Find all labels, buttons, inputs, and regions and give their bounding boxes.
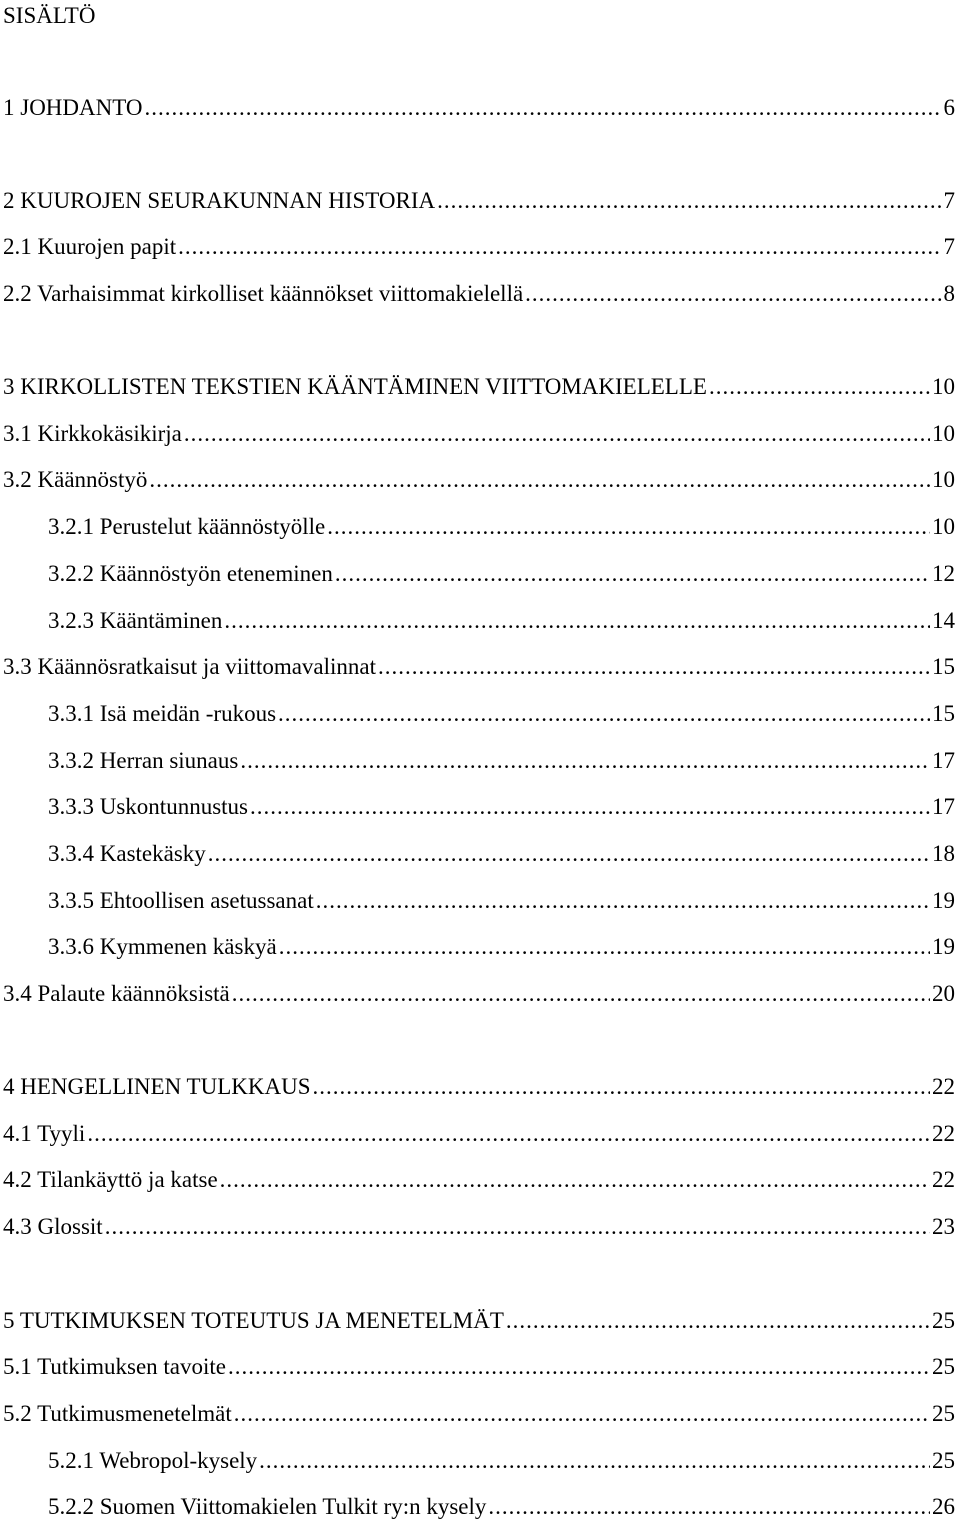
- toc-entry-page-number: 19: [932, 888, 955, 913]
- toc-dot-leader: [488, 1493, 930, 1521]
- toc-entry: [0, 933, 955, 961]
- toc-entry-label: 2 KUUROJEN SEURAKUNNAN HISTORIA: [3, 188, 436, 213]
- toc-entry: [0, 980, 955, 1008]
- toc-entry: [0, 607, 955, 635]
- toc-entry: [0, 840, 955, 868]
- toc-entry: [0, 887, 955, 915]
- toc-entry-label: 3.3.2 Herran siunaus: [48, 748, 239, 773]
- toc-entry-label: 3.4 Palaute käännöksistä: [3, 981, 230, 1006]
- toc-dot-leader: [378, 653, 930, 681]
- toc-entry-page-number: 8: [943, 281, 955, 306]
- toc-entry-label: 2.1 Kuurojen papit: [3, 234, 177, 259]
- toc-entry-page-number: 14: [932, 608, 955, 633]
- toc-dot-leader: [220, 1166, 930, 1194]
- toc-entry-label: 2.2 Varhaisimmat kirkolliset käännökset viittomakielellä: [3, 281, 524, 306]
- toc-entry: [0, 1493, 955, 1521]
- toc-entry-page-number: 18: [932, 841, 955, 866]
- toc-entry: [0, 94, 955, 122]
- toc-dot-leader: [105, 1213, 930, 1241]
- toc-dot-leader: [178, 233, 941, 261]
- toc-entry: [0, 1120, 955, 1148]
- toc-entry-label: 3.2 Käännöstyö: [3, 467, 148, 492]
- toc-entry: [0, 420, 955, 448]
- toc-entry-label: 3.3.1 Isä meidän -rukous: [48, 701, 277, 726]
- toc-entry: [0, 1073, 955, 1101]
- toc-entry: [0, 793, 955, 821]
- toc-entry-page-number: 23: [932, 1214, 955, 1239]
- toc-dot-leader: [506, 1307, 930, 1335]
- toc-entry-label: 5.2.1 Webropol-kysely: [48, 1448, 258, 1473]
- toc-entry-label: 5 TUTKIMUKSEN TOTEUTUS JA MENETELMÄT: [3, 1308, 504, 1333]
- toc-entry: [0, 1400, 955, 1428]
- toc-entry: [0, 1166, 955, 1194]
- toc-dot-leader: [327, 513, 930, 541]
- toc-entry-page-number: 25: [932, 1308, 955, 1333]
- toc-entry: [0, 513, 955, 541]
- toc-dot-leader: [234, 1400, 930, 1428]
- toc-dot-leader: [709, 373, 930, 401]
- toc-entry-label: 3.3.5 Ehtoollisen asetussanat: [48, 888, 314, 913]
- toc-entry: [0, 747, 955, 775]
- toc-dot-leader: [278, 700, 930, 728]
- toc-entry: [0, 233, 955, 261]
- toc-entry-page-number: 22: [932, 1167, 955, 1192]
- toc-entry-label: 3.3.4 Kastekäsky: [48, 841, 206, 866]
- toc-entry-label: 3.3.3 Uskontunnustus: [48, 794, 248, 819]
- toc-dot-leader: [228, 1353, 930, 1381]
- toc-entry-page-number: 6: [943, 95, 955, 120]
- toc-entry-page-number: 25: [932, 1448, 955, 1473]
- toc-title: SISÄLTÖ: [3, 3, 96, 28]
- toc-entry: [0, 1447, 955, 1475]
- toc-entry-page-number: 10: [932, 514, 955, 539]
- toc-entry: [0, 700, 955, 728]
- toc-dot-leader: [224, 607, 930, 635]
- toc-entry-page-number: 15: [932, 701, 955, 726]
- toc-entry-page-number: 17: [932, 794, 955, 819]
- toc-dot-leader: [240, 747, 930, 775]
- toc-entry: [0, 1353, 955, 1381]
- toc-entry-label: 5.2.2 Suomen Viittomakielen Tulkit ry:n kysely: [48, 1494, 487, 1519]
- toc-entry-label: 4 HENGELLINEN TULKKAUS: [3, 1074, 311, 1099]
- toc-entry-label: 5.2 Tutkimusmenetelmät: [3, 1401, 232, 1426]
- toc-entry-page-number: 15: [932, 654, 955, 679]
- toc-entry-page-number: 17: [932, 748, 955, 773]
- toc-entry: [0, 1307, 955, 1335]
- toc-entry-label: 4.1 Tyyli: [3, 1121, 86, 1146]
- toc-entry-label: 4.2 Tilankäyttö ja katse: [3, 1167, 218, 1192]
- toc-entry-label: 3.2.2 Käännöstyön eteneminen: [48, 561, 333, 586]
- toc-dot-leader: [250, 793, 930, 821]
- toc-entry-page-number: 10: [932, 421, 955, 446]
- toc-entry: [0, 653, 955, 681]
- toc-dot-leader: [208, 840, 930, 868]
- toc-dot-leader: [525, 280, 941, 308]
- toc-entry-page-number: 20: [932, 981, 955, 1006]
- toc-entry-page-number: 22: [932, 1121, 955, 1146]
- toc-entry: [0, 466, 955, 494]
- toc-entry: [0, 187, 955, 215]
- toc-dot-leader: [184, 420, 930, 448]
- toc-dot-leader: [335, 560, 930, 588]
- toc-entry-page-number: 7: [943, 234, 955, 259]
- toc-entry-page-number: 22: [932, 1074, 955, 1099]
- toc-entry-page-number: 12: [932, 561, 955, 586]
- toc-entry-page-number: 19: [932, 934, 955, 959]
- toc-entry-label: 3.3 Käännösratkaisut ja viittomavalinnat: [3, 654, 377, 679]
- toc-entry-page-number: 25: [932, 1354, 955, 1379]
- toc-entry-label: 1 JOHDANTO: [3, 95, 143, 120]
- toc-entry-page-number: 7: [943, 188, 955, 213]
- toc-entry-label: 3.2.3 Kääntäminen: [48, 608, 223, 633]
- toc-dot-leader: [437, 187, 941, 215]
- toc-dot-leader: [312, 1073, 930, 1101]
- toc-dot-leader: [87, 1120, 930, 1148]
- toc-entry-label: 5.1 Tutkimuksen tavoite: [3, 1354, 226, 1379]
- toc-entry: [0, 560, 955, 588]
- toc-entry: [0, 1213, 955, 1241]
- toc-entry: [0, 373, 955, 401]
- toc-dot-leader: [259, 1447, 930, 1475]
- toc-entry-label: 4.3 Glossit: [3, 1214, 103, 1239]
- toc-entry-label: 3.3.6 Kymmenen käskyä: [48, 934, 277, 959]
- toc-entry-label: 3 KIRKOLLISTEN TEKSTIEN KÄÄNTÄMINEN VIITTOMAKIELELLE: [3, 374, 707, 399]
- toc-entry-page-number: 25: [932, 1401, 955, 1426]
- toc-entry-page-number: 26: [932, 1494, 955, 1519]
- toc-entry-label: 3.1 Kirkkokäsikirja: [3, 421, 182, 446]
- toc-entry: [0, 280, 955, 308]
- toc-dot-leader: [316, 887, 930, 915]
- toc-entry-page-number: 10: [932, 467, 955, 492]
- toc-dot-leader: [149, 466, 930, 494]
- toc-entry-label: 3.2.1 Perustelut käännöstyölle: [48, 514, 326, 539]
- toc-dot-leader: [279, 933, 930, 961]
- toc-dot-leader: [232, 980, 930, 1008]
- toc-entry-page-number: 10: [932, 374, 955, 399]
- toc-dot-leader: [145, 94, 942, 122]
